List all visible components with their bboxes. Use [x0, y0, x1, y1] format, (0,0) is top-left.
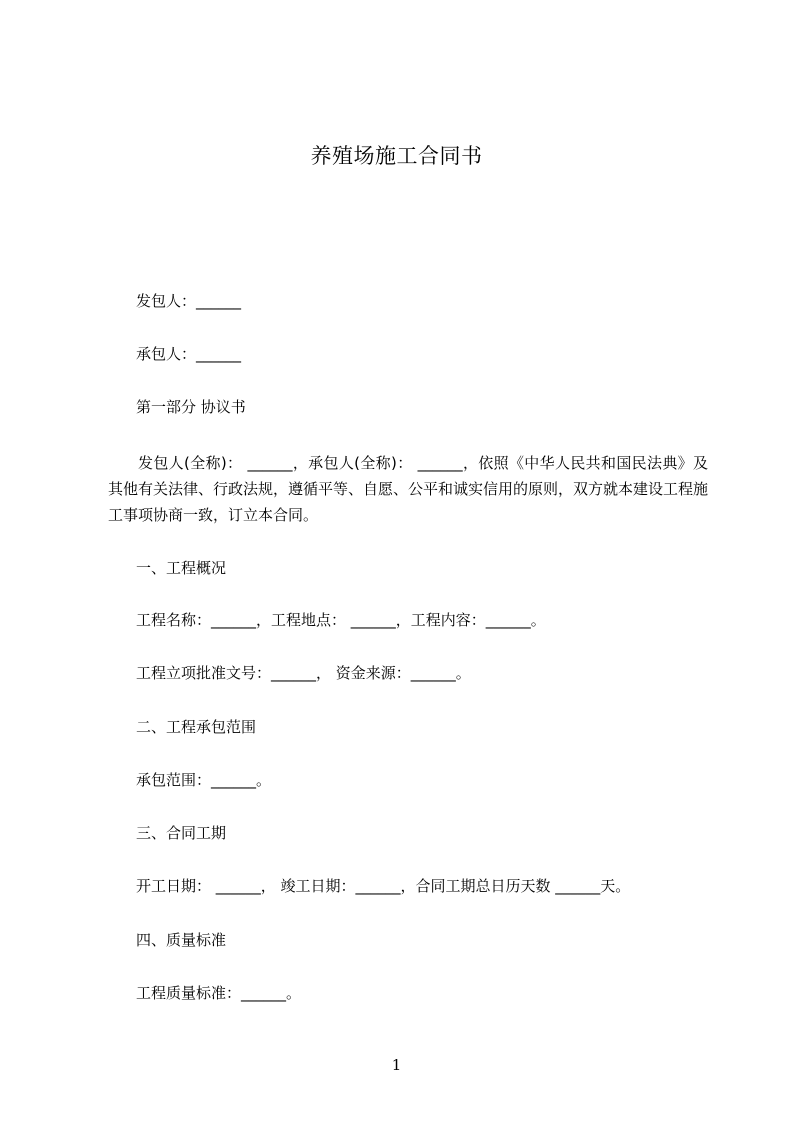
section-3-heading: 三、合同工期	[136, 824, 227, 842]
quality-line: 工程质量标准：______。	[136, 984, 302, 1002]
project-info-line: 工程名称：______，工程地点： ______，工程内容：______。	[136, 611, 546, 629]
section-2-heading: 二、工程承包范围	[136, 718, 257, 736]
document-title: 养殖场施工合同书	[310, 144, 483, 168]
agreement-paragraph: 发包人(全称)： ______，承包人(全称)： ______，依照《中华人民共和国民法典》及其他有关法律、行政法规，遵循平等、自愿、公平和诚实信用的原则，双方就本建设工程施工事项协商一致，订立本合同。	[108, 454, 709, 524]
scope-line: 承包范围：______。	[136, 771, 272, 789]
page-number: 1	[391, 1056, 402, 1074]
part-one-heading: 第一部分 协议书	[136, 398, 246, 416]
schedule-line: 开工日期： ______， 竣工日期：______，合同工期总日历天数 ______天。	[136, 877, 631, 895]
section-1-heading: 一、工程概况	[136, 559, 227, 577]
employer-line: 发包人：______	[136, 292, 242, 310]
section-4-heading: 四、质量标准	[136, 931, 227, 949]
contractor-line: 承包人：______	[136, 345, 242, 363]
approval-line: 工程立项批准文号：______， 资金来源：______。	[136, 664, 471, 682]
